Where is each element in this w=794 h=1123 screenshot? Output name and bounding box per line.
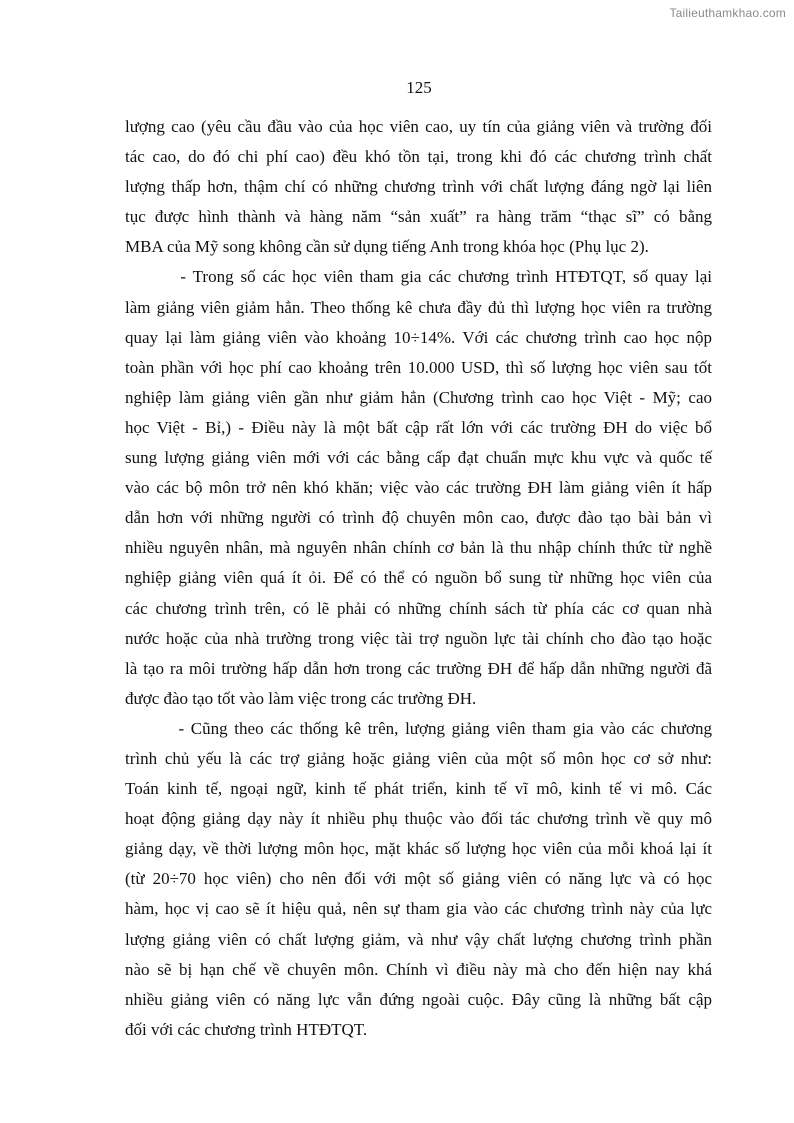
text-line: các chương trình trên, có lẽ phải có những chính sách từ phía các cơ quan nhà (125, 598, 712, 618)
text-line: làm giảng viên giảm hẳn. Theo thống kê chưa đầy đủ thì lượng học viên ra trường (125, 297, 712, 317)
text-line: lượng cao (yêu cầu đầu vào của học viên cao, uy tín của giảng viên và trường đối (125, 117, 712, 136)
text-line: MBA của Mỹ song không cần sử dụng tiếng Anh trong khóa học (Phụ lục 2). (125, 237, 649, 257)
paragraph-1 (125, 112, 712, 262)
text-line: giảng dạy, về thời lượng môn học, mặt khác số lượng học viên của mỗi khoá lại ít (125, 839, 712, 859)
text-line: vào các bộ môn trở nên khó khăn; việc vào các trường ĐH làm giảng viên ít hấp (125, 478, 712, 498)
text-line: tác cao, do đó chi phí cao) đều khó tồn tại, trong khi đó các chương trình chất (125, 147, 712, 167)
text-line: trình chủ yếu là các trợ giảng hoặc giảng viên của một số môn học cơ sở như: (125, 748, 712, 768)
text-line: nào sẽ bị hạn chế về chuyên môn. Chính vì điều này mà cho đến hiện nay khá (125, 959, 712, 979)
document-body (125, 112, 712, 1045)
text-line: - Trong số các học viên tham gia các chương trình HTĐTQT, số quay lại (125, 267, 712, 287)
text-line: lượng giảng viên có chất lượng giảm, và như vậy chất lượng chương trình phần (125, 929, 712, 949)
text-line: học Việt - Bỉ,) - Điều này là một bất cập rất lớn với các trường ĐH do việc bổ (125, 417, 712, 437)
text-line: nước hoặc của nhà trường trong việc tài trợ nguồn lực tài chính cho đào tạo hoặc (125, 628, 712, 648)
text-line: đối với các chương trình HTĐTQT. (125, 1019, 368, 1039)
text-line: dẫn hơn với những người có trình độ chuyên môn cao, được đào tạo bài bản vì (125, 508, 712, 528)
text-line: toàn phần với học phí cao khoảng trên 10.000 USD, thì số lượng học viên sau tốt (125, 357, 712, 377)
text-line: nhiều nguyên nhân, mà nguyên nhân chính cơ bản là thu nhập chính thức từ nghề (125, 538, 712, 558)
paragraph-3 (125, 714, 712, 1045)
paragraph-2 (125, 262, 712, 713)
text-line: quay lại làm giảng viên vào khoảng 10÷14%. Với các chương trình cao học nộp (125, 327, 712, 347)
text-line: - Cũng theo các thống kê trên, lượng giảng viên tham gia vào các chương (125, 718, 712, 738)
text-line: là tạo ra môi trường hấp dẫn hơn trong các trường ĐH để hấp dẫn những người đã (125, 658, 712, 678)
text-line: hàm, học vị cao sẽ ít hiệu quả, nên sự tham gia vào các chương trình này của lực (125, 899, 712, 919)
text-line: nhiều giảng viên có năng lực vẫn đứng ngoài cuộc. Đây cũng là những bất cập (125, 989, 712, 1009)
text-line: lượng thấp hơn, thậm chí có những chương trình với chất lượng đáng ngờ lại liên (125, 177, 712, 197)
text-line: Toán kinh tế, ngoại ngữ, kinh tế phát triển, kinh tế vĩ mô, kinh tế vi mô. Các (125, 779, 712, 799)
text-line: nghiệp giảng viên quá ít ỏi. Để có thể có nguồn bổ sung từ những học viên của (125, 568, 712, 588)
text-line: (từ 20÷70 học viên) cho nên đối với một số giảng viên có năng lực và có học (125, 869, 712, 889)
watermark-text: Tailieuthamkhao.com (669, 6, 786, 20)
page-number: 125 (406, 78, 432, 97)
text-line: nghiệp làm giảng viên gần như giảm hẳn (Chương trình cao học Việt - Mỹ; cao (125, 387, 712, 407)
text-line: được đào tạo tốt vào làm việc trong các trường ĐH. (125, 688, 477, 708)
text-line: hoạt động giảng dạy này ít nhiều phụ thuộc vào đối tác chương trình về quy mô (125, 809, 712, 829)
text-line: sung lượng giảng viên mới với các bằng cấp đạt chuẩn mực khu vực và quốc tế (125, 448, 712, 468)
text-line: tục được hình thành và hàng năm “sản xuất” ra hàng trăm “thạc sĩ” có bằng (125, 207, 712, 227)
